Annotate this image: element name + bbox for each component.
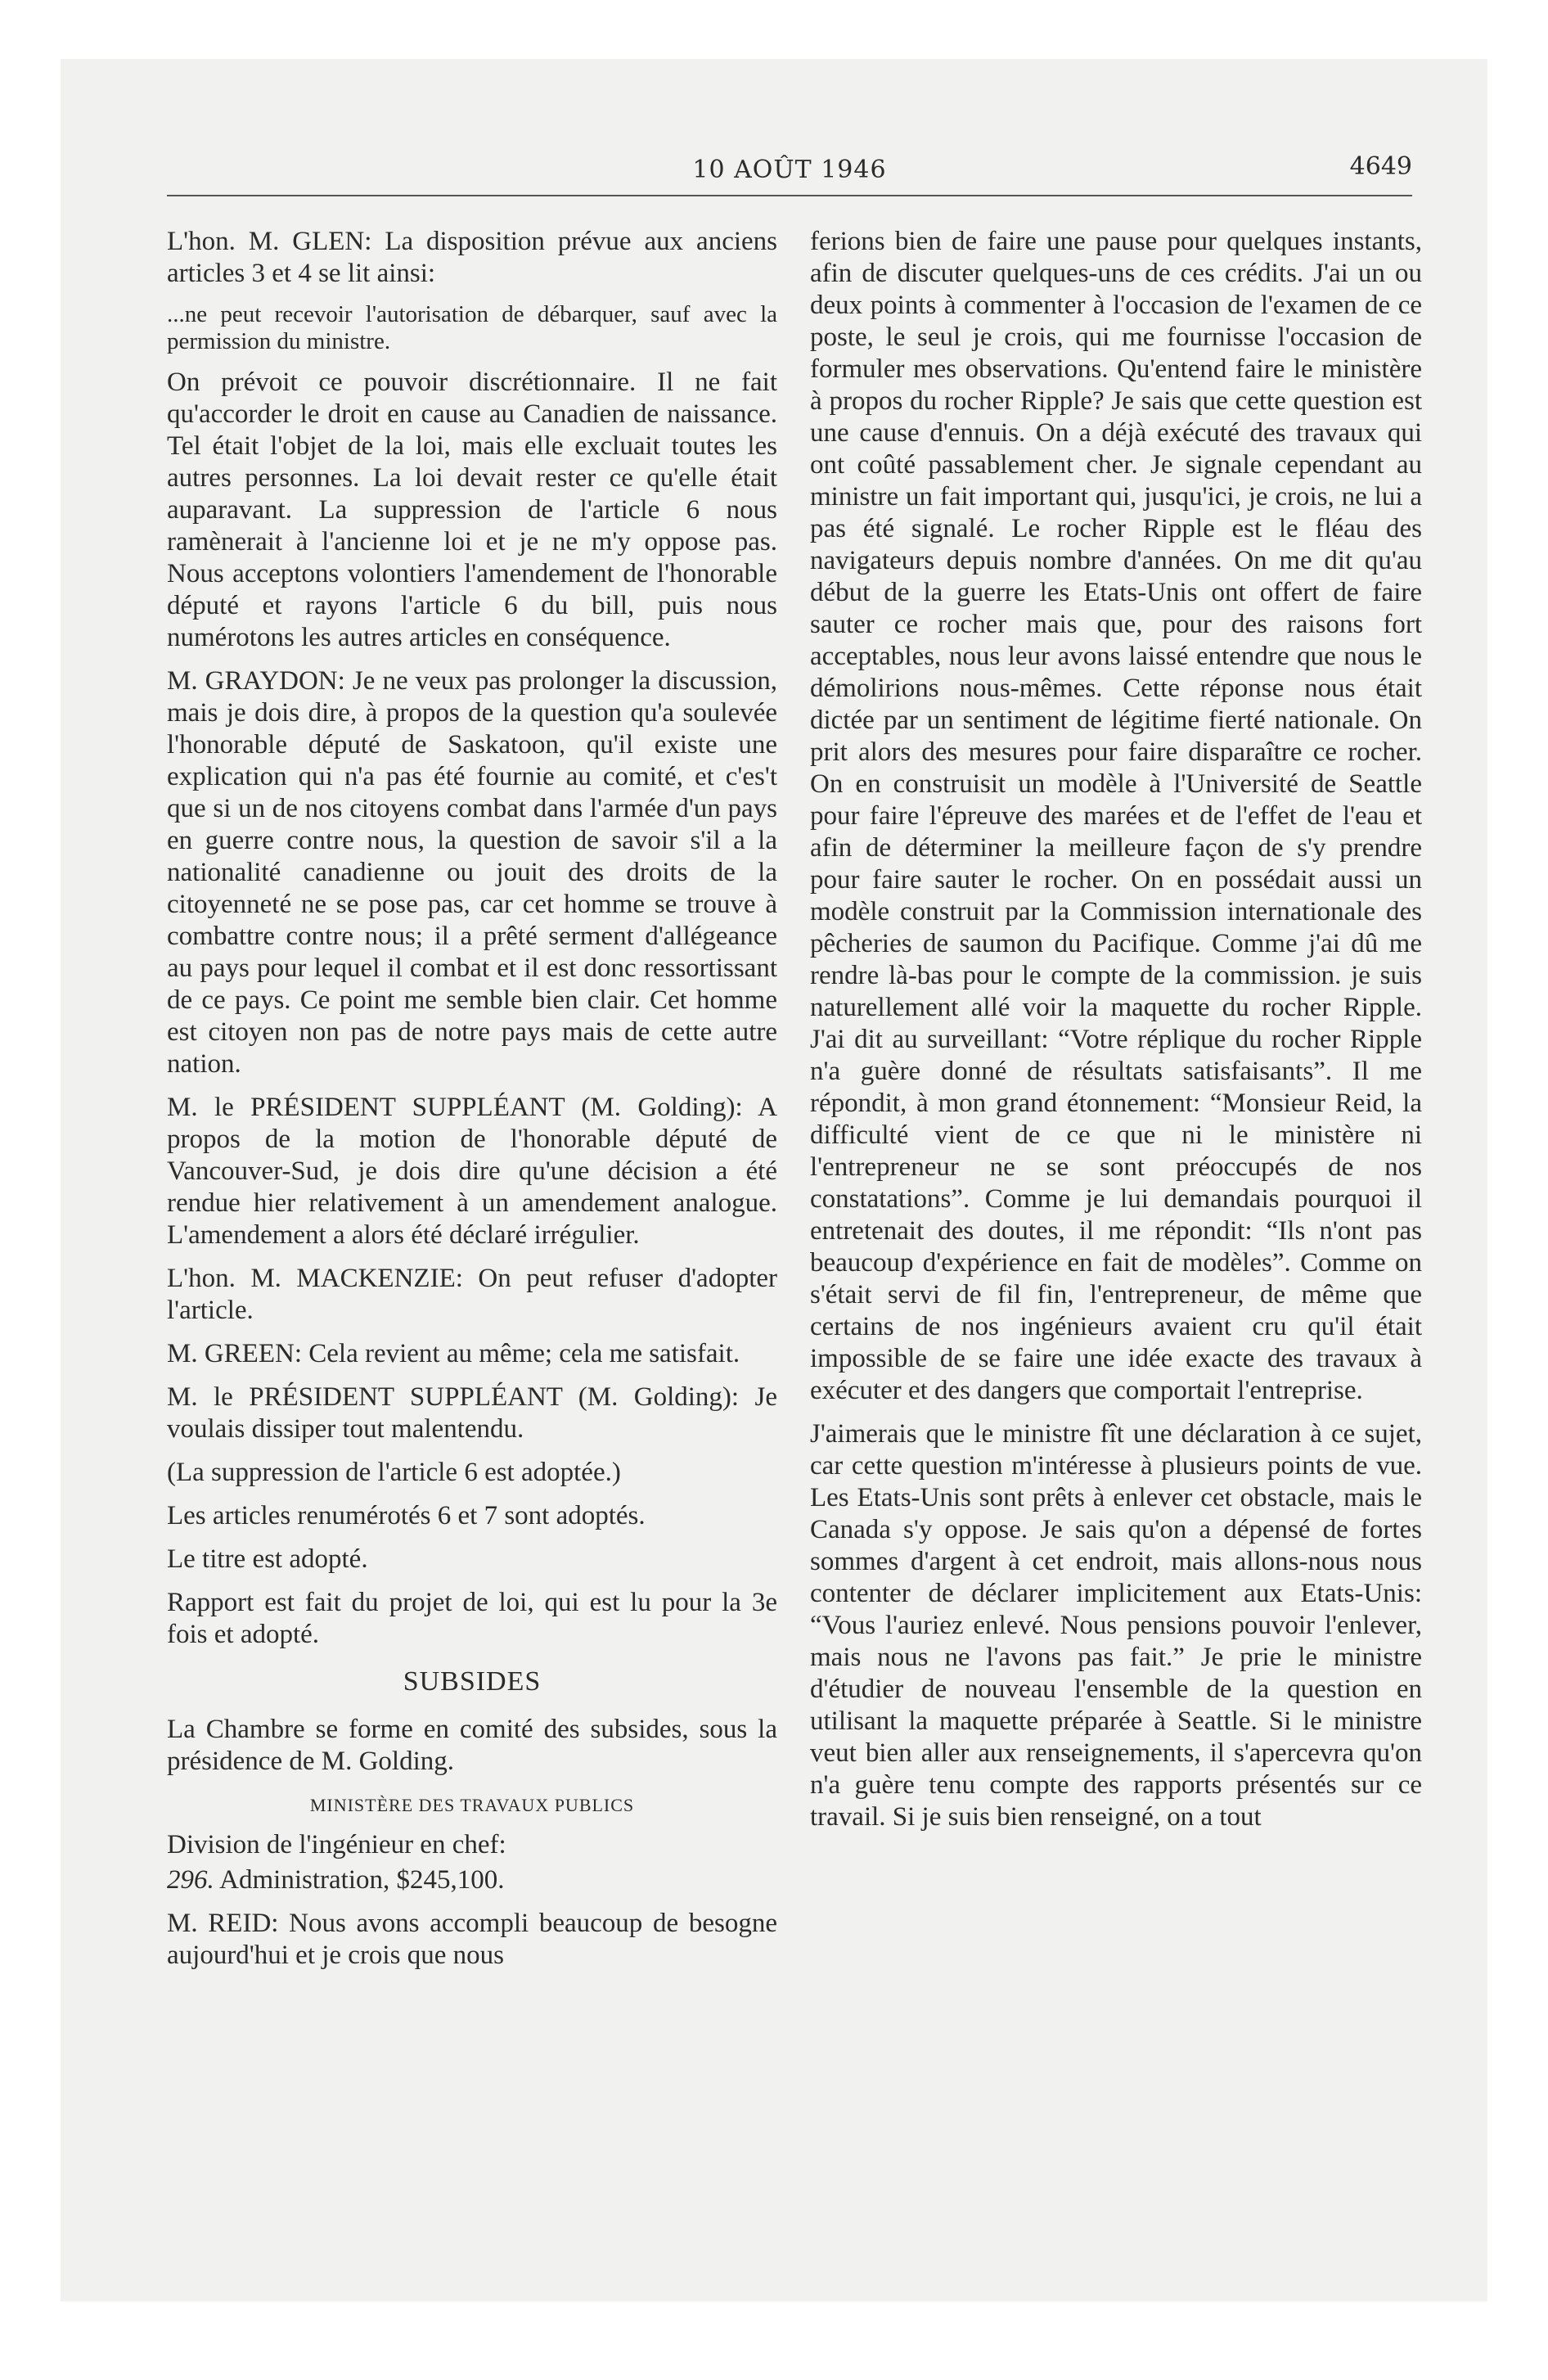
paragraph: M. GRAYDON: Je ne veux pas prolonger la discussion, mais je dois dire, à propos de la question qu'a soulevée l'honorable député de Saskatoon, qu'il existe une explication qui n'a pas été fournie au comité, et c'es't que si un de nos citoyens combat dans l'armée d'un pays en guerre contre nous, la question de savoir s'il a la nationalité canadienne ou jouit des droits de la citoyenneté ne se pose pas, car cet homme se trouve à combattre contre nous; il a prêté serment d'allégeance au pays pour lequel il combat et il est donc ressortissant de ce pays. Ce point me semble bien clair. Cet homme est citoyen non pas de notre pays mais de cette autre nation. xyxy=(167,666,777,1079)
paragraph: Rapport est fait du projet de loi, qui est lu pour la 3e fois et adopté. xyxy=(167,1588,777,1649)
vote-item-text: Administration, $245,100. xyxy=(214,1865,505,1895)
paragraph: (La suppression de l'article 6 est adoptée.) xyxy=(167,1458,621,1487)
vote-item xyxy=(167,1864,777,1896)
header-date: 10 AOÛT 1946 xyxy=(692,156,887,184)
paragraph: L'hon. M. MACKENZIE: On peut refuser d'adopter l'article. xyxy=(167,1264,777,1325)
paragraph: On prévoit ce pouvoir discrétionnaire. Il ne fait qu'accorder le droit en cause au Canadien de naissance. Tel était l'objet de la loi, mais elle excluait toutes les autres personnes. La loi devait rester ce qu'elle était auparavant. La suppression de l'article 6 nous ramènerait à l'ancienne loi et je ne m'y oppose pas. Nous acceptons volontiers l'amendement de l'honorable député et rayons l'article 6 du bill, puis nous numérotons les autres articles en conséquence. xyxy=(167,367,777,652)
paragraph: Les articles renumérotés 6 et 7 sont adoptés. xyxy=(167,1501,646,1530)
page-number: 4649 xyxy=(1349,152,1412,181)
ministry-heading: MINISTÈRE DES TRAVAUX PUBLICS xyxy=(309,1795,635,1815)
paragraph: La Chambre se forme en comité des subsides, sous la présidence de M. Golding. xyxy=(167,1715,777,1776)
paragraph: M. le PRÉSIDENT SUPPLÉANT (M. Golding): A propos de la motion de l'honorable député de Vancouver-Sud, je dois dire qu'une décision a été rendue hier relativement à un amendement analogue. L'amendement a alors été déclaré irrégulier. xyxy=(167,1093,777,1250)
paragraph: L'hon. M. GLEN: La disposition prévue aux anciens articles 3 et 4 se lit ainsi: xyxy=(167,227,777,288)
right-column xyxy=(810,226,1422,1845)
paragraph: Le titre est adopté. xyxy=(167,1544,368,1574)
vote-item-number: 296. xyxy=(167,1865,214,1895)
left-column xyxy=(167,226,777,1983)
paragraph: J'aimerais que le ministre fît une déclaration à ce sujet, car cette question m'intéresse à plusieurs points de vue. Les Etats-Unis sont prêts à enlever cet obstacle, mais le Canada s'y oppose. Je sais qu'on a dépensé de fortes sommes d'argent à cet endroit, mais allons-nous nous contenter de déclarer implicitement aux Etats-Unis: “Vous l'auriez enlevé. Nous pensions pouvoir l'enlever, mais nous ne l'avons pas fait.” Je prie le ministre d'étudier de nouveau l'ensemble de la question en utilisant la maquette préparée à Seattle. Si le ministre veut bien aller aux renseignements, il s'apercevra qu'on n'a guère tenu compte des rapports présentés sur ce travail. Si je suis bien renseigné, on a tout xyxy=(810,1419,1422,1832)
section-heading: SUBSIDES xyxy=(403,1666,542,1697)
paragraph: ferions bien de faire une pause pour quelques instants, afin de discuter quelques-uns de ces crédits. J'ai un ou deux points à commenter à l'occasion de l'examen de ce poste, le seul je crois, qui me fournisse l'occasion de formuler mes observations. Qu'entend faire le ministère à propos du rocher Ripple? Je sais que cette question est une cause d'ennuis. On a déjà exécuté des travaux qui ont coûté passablement cher. Je signale cependant au ministre un fait important qui, jusqu'ici, je crois, ne lui a pas été signalé. Le rocher Ripple est le fléau des navigateurs depuis nombre d'années. On me dit qu'au début de la guerre les Etats-Unis ont offert de faire sauter ce rocher mais que, pour des raisons fort acceptables, nous leur avons laissé entendre que nous le démolirions nous-mêmes. Cette réponse nous était dictée par un sentiment de légitime fierté nationale. On prit alors des mesures pour faire disparaître ce rocher. On en construisit un modèle à l'Université de Seattle pour faire l'épreuve des marées et de l'effet de l'eau et afin de déterminer la meilleure façon de s'y prendre pour faire sauter le rocher. On en possédait aussi un modèle construit par la Commission internationale des pêcheries de saumon du Pacifique. Comme j'ai dû me rendre là-bas pour le compte de la commission. je suis naturellement allé voir la maquette du rocher Ripple. J'ai dit au surveillant: “Votre réplique du rocher Ripple n'a guère donné de résultats satisfaisants”. Il me répondit, à mon grand étonnement: “Monsieur Reid, la difficulté vient de ce que ni le ministère ni l'entrepreneur ne se sont préoccupés de nos constatations”. Comme je lui demandais pourquoi il entretenait des doutes, il me répondit: “Ils n'ont pas beaucoup d'expérience en fait de modèles”. Comme on s'était servi de fil fin, l'entrepreneur, de même que certains de nos ingénieurs avaient cru qu'il était impossible de se faire une idée exacte des travaux à exécuter et des dangers que comportait l'entreprise. xyxy=(810,227,1422,1405)
quoted-text: ...ne peut recevoir l'autorisation de débarquer, sauf avec la permission du ministre. xyxy=(167,301,777,354)
paragraph: M. le PRÉSIDENT SUPPLÉANT (M. Golding): Je voulais dissiper tout malentendu. xyxy=(167,1382,777,1444)
paragraph: M. REID: Nous avons accompli beaucoup de besogne aujourd'hui et je crois que nous xyxy=(167,1909,777,1970)
paragraph: Division de l'ingénieur en chef: xyxy=(167,1830,506,1859)
paragraph: M. GREEN: Cela revient au même; cela me satisfait. xyxy=(167,1339,740,1368)
page-header xyxy=(167,152,1412,196)
